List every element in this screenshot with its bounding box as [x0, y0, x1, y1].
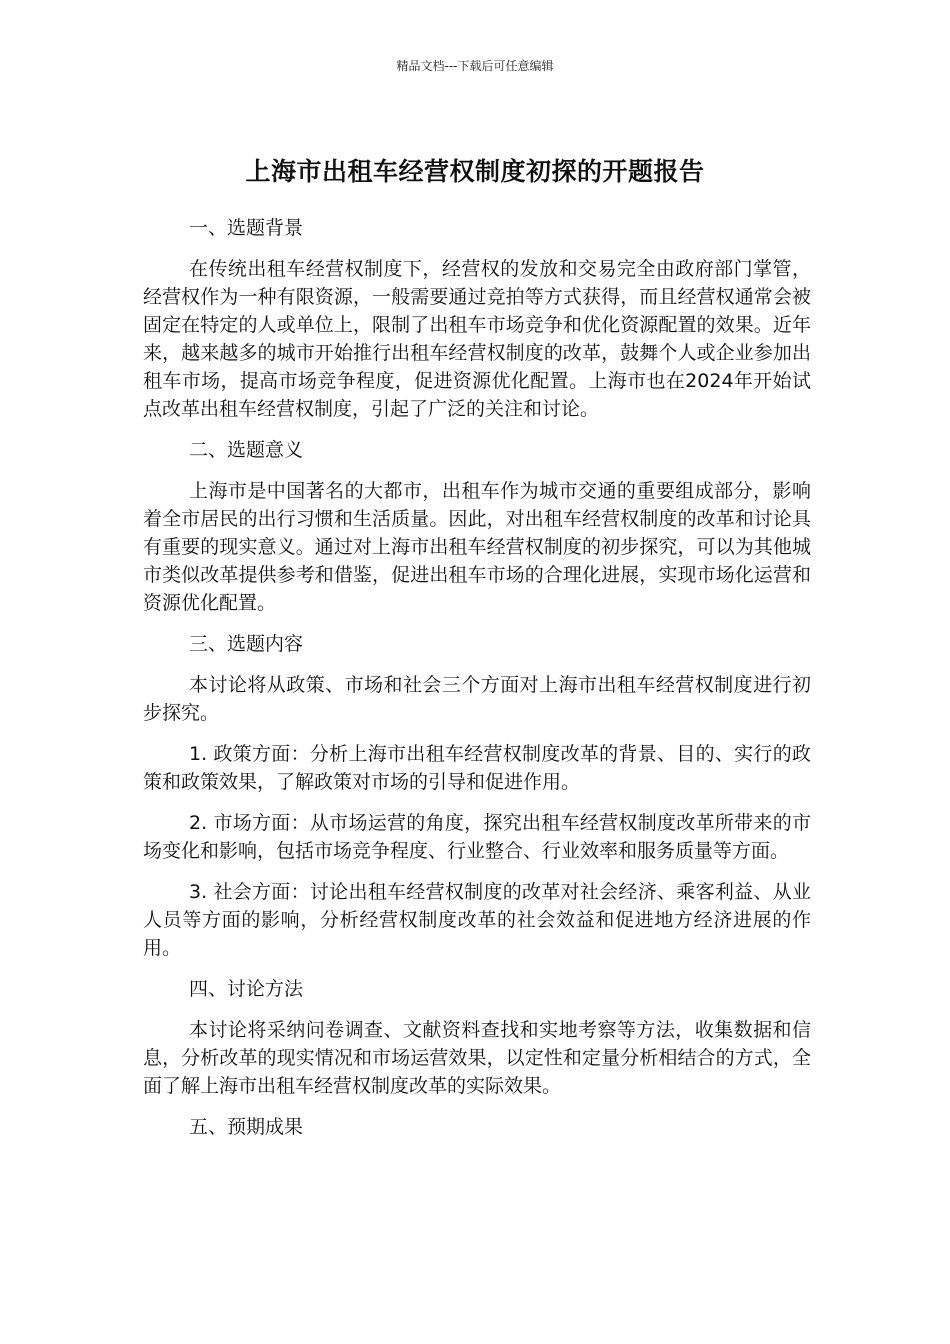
section-heading-results: 五、预期成果 [189, 1116, 304, 1138]
significance-paragraph: 上海市是中国著名的大都市，出租车作为城市交通的重要组成部分，影响着全市居民的出行习惯和生活质量。因此，对出租车经营权制度的改革和讨论具有重要的现实意义。通过对上海市出租车经营权制度的初步探究，可以为其他城市类似改革提供参考和借鉴，促进出租车市场的合理化进展，实现市场化运营和资源优化配置。 [143, 480, 811, 614]
header-note: 精品文档---下载后可任意编辑 [396, 59, 554, 73]
content-policy-item: 1. 政策方面：分析上海市出租车经营权制度改革的背景、目的、实行的政策和政策效果，了解政策对市场的引导和促进作用。 [143, 743, 811, 793]
section-heading-significance: 二、选题意义 [189, 439, 304, 461]
document-title: 上海市出租车经营权制度初探的开题报告 [245, 156, 705, 186]
section-heading-background: 一、选题背景 [189, 217, 304, 239]
document-body [143, 214, 811, 1154]
section-heading-content: 三、选题内容 [189, 633, 304, 655]
background-paragraph: 在传统出租车经营权制度下，经营权的发放和交易完全由政府部门掌管，经营权作为一种有限资源，一般需要通过竞拍等方式获得，而且经营权通常会被固定在特定的人或单位上，限制了出租车市场竞争和优化资源配置的效果。近年来，越来越多的城市开始推行出租车经营权制度的改革，鼓舞个人或企业参加出租车市场，提高市场竞争程度，促进资源优化配置。上海市也在2024年开始试点改革出租车经营权制度，引起了广泛的关注和讨论。 [143, 258, 811, 420]
section-heading-method: 四、讨论方法 [189, 978, 304, 1000]
content-market-item: 2. 市场方面：从市场运营的角度，探究出租车经营权制度改革所带来的市场变化和影响，包括市场竞争程度、行业整合、行业效率和服务质量等方面。 [143, 812, 811, 862]
content-social-item: 3. 社会方面：讨论出租车经营权制度的改革对社会经济、乘客利益、从业人员等方面的影响，分析经营权制度改革的社会效益和促进地方经济进展的作用。 [143, 881, 811, 959]
method-paragraph: 本讨论将采纳问卷调查、文献资料查找和实地考察等方法，收集数据和信息，分析改革的现实情况和市场运营效果，以定性和定量分析相结合的方式，全面了解上海市出租车经营权制度改革的实际效果。 [143, 1019, 811, 1097]
content-intro-paragraph: 本讨论将从政策、市场和社会三个方面对上海市出租车经营权制度进行初步探究。 [143, 674, 811, 724]
